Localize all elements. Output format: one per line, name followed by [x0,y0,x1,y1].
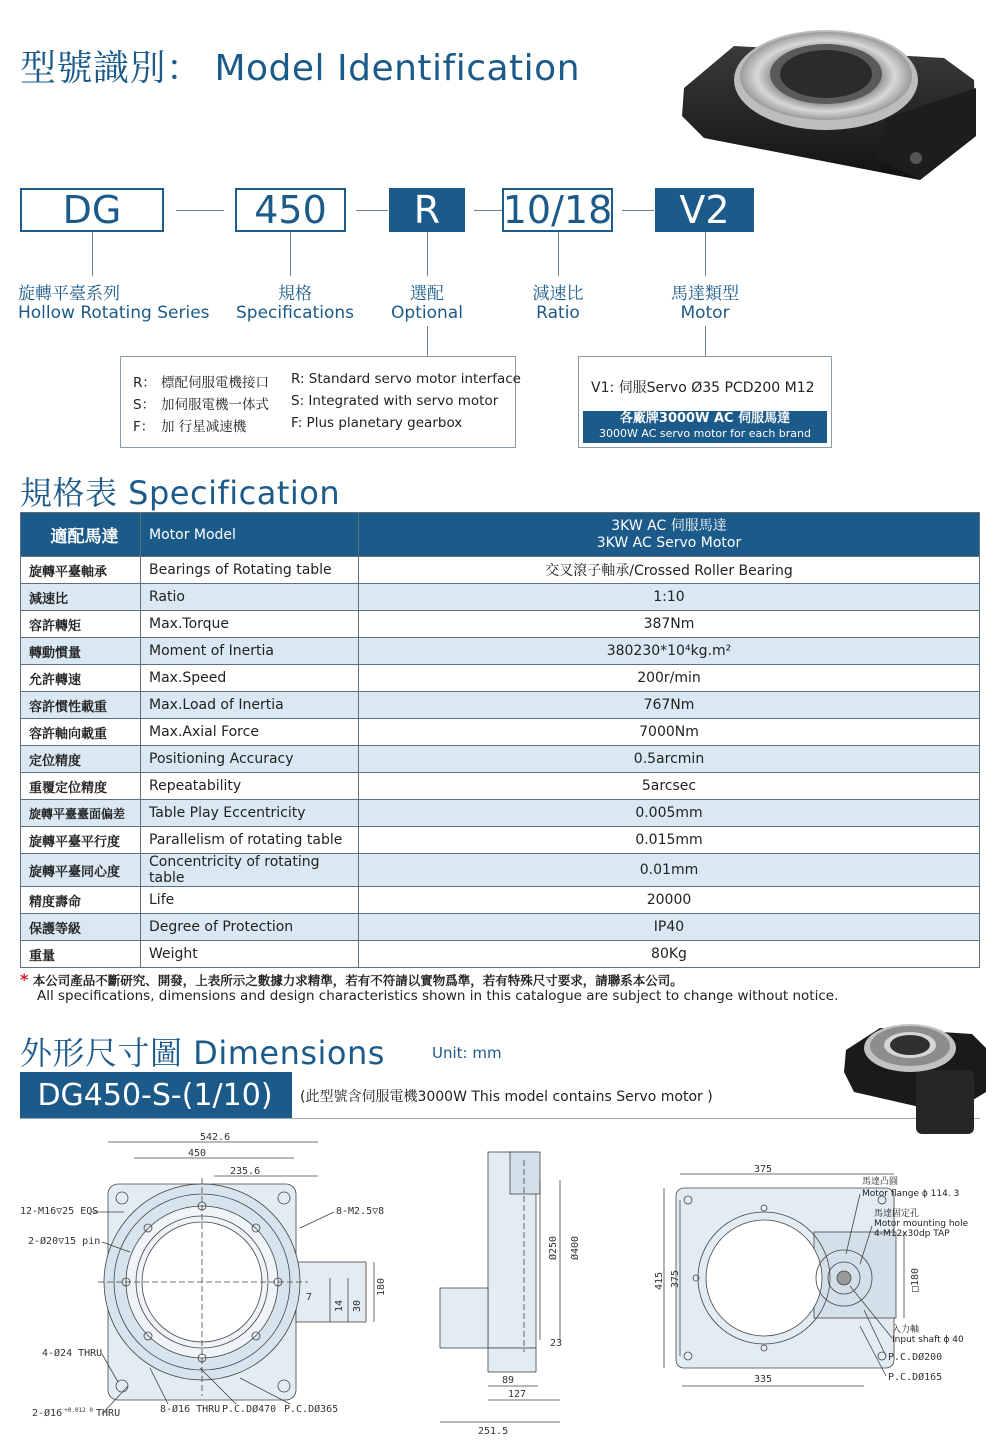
spec-row [21,584,980,611]
dim-front-t2: 2-Ø20▽15 pin [28,1236,101,1247]
spec-value: 380230*10⁴kg.m² [359,638,980,665]
label-series-cn: 旋轉平臺系列 [18,284,120,304]
motor-option-box [578,356,832,448]
spec-en: Repeatability [141,773,359,800]
rear-view-drawing [624,1160,994,1396]
code-dash [474,210,502,211]
unit-label: Unit: mm [432,1044,502,1062]
spec-value: 0.5arcmin [359,746,980,773]
code-spec: 450 [254,188,327,232]
spec-row [21,887,980,914]
option-en: R: Standard servo motor interface [291,371,521,387]
motor-option: V1: 伺服Servo Ø35 PCD200 M12 [591,380,815,396]
dim-front-b2-thru: THRU [96,1408,121,1419]
spec-header-value [359,513,980,557]
spec-cn: 重覆定位精度 [21,773,141,800]
option-cn: 加伺服電機一体式 [161,397,269,413]
spec-en: Max.Torque [141,611,359,638]
spec-cn: 定位精度 [21,746,141,773]
label-spec-cn: 規格 [278,284,312,304]
motor-table-image [840,1014,990,1136]
dim-rear-pcd2: P.C.DØ165 [888,1372,943,1383]
spec-row [21,692,980,719]
callout-shaft-cn: 入力軸 [892,1325,920,1335]
callout-flange-en: Motor flange ϕ 114. 3 [862,1189,960,1199]
code-ratio-box [502,188,613,232]
motor-note [583,411,827,443]
spec-header-value-en: 3KW AC Servo Motor [596,534,742,551]
label-ratio-cn: 減速比 [532,284,584,304]
option-code: S： [133,397,156,413]
spec-cn: 減速比 [21,584,141,611]
dim-front-t3: 8-M2.5▽8 [336,1206,385,1217]
spec-row [21,827,980,854]
spec-en: Table Play Eccentricity [141,800,359,827]
option-list [120,356,521,448]
spec-value: 767Nm [359,692,980,719]
spec-row [21,773,980,800]
spec-value: 0.01mm [359,854,980,887]
option-code: F： [133,419,155,435]
spec-value: 387Nm [359,611,980,638]
dimensions-title: 外形尺寸圖 Dimensions [20,1034,385,1072]
spec-value: 7000Nm [359,719,980,746]
spec-row [21,941,980,968]
spec-en: Degree of Protection [141,914,359,941]
dimension-model-label: DG450-S-(1/10) [20,1072,290,1118]
code-option-box [389,188,465,232]
spec-row [21,800,980,827]
code-motor-box [655,188,754,232]
dim-front-d3: 235.6 [230,1166,261,1177]
code-dash [622,210,654,211]
spec-row [21,665,980,692]
dim-front-v4: 180 [376,1277,387,1296]
spec-value: 20000 [359,887,980,914]
dim-side-w1: 89 [502,1375,515,1386]
spec-cn: 容許慣性載重 [21,692,141,719]
option-en: S: Integrated with servo motor [291,393,499,409]
spec-cn: 允許轉速 [21,665,141,692]
model-id-title: 型號識別： Model Identification [20,48,581,89]
spec-row [21,854,980,887]
spec-title: 規格表 Specification [20,474,341,512]
spec-en: Weight [141,941,359,968]
option-cn: 加 行星减速機 [161,419,247,435]
spec-value: 80Kg [359,941,980,968]
code-option: R [413,188,441,232]
dim-front-v1: 7 [306,1292,313,1303]
spec-row [21,611,980,638]
spec-value: 0.005mm [359,800,980,827]
code-motor: V2 [679,188,730,232]
spec-en: Max.Axial Force [141,719,359,746]
spec-row [21,638,980,665]
code-series-box [20,188,164,232]
dim-rear-bottom: 335 [754,1374,773,1385]
label-option-cn: 選配 [410,284,444,304]
dim-front-b4: P.C.DØ470 [222,1404,277,1415]
connector [290,232,291,276]
dim-front-v3: 30 [352,1299,363,1312]
spec-en: Parallelism of rotating table [141,827,359,854]
motor-note-en: 3000W AC servo motor for each brand [599,427,811,440]
spec-value: IP40 [359,914,980,941]
label-spec-en: Specifications [235,303,354,323]
callout-flange-cn: 馬達凸圓 [862,1177,899,1187]
dim-front-b5: P.C.DØ365 [284,1404,339,1415]
spec-en: Max.Load of Inertia [141,692,359,719]
connector [427,326,428,356]
spec-en: Moment of Inertia [141,638,359,665]
section-rule [20,1118,980,1119]
spec-cn: 旋轉平臺軸承 [21,557,141,584]
spec-row [21,557,980,584]
connector [705,232,706,276]
code-ratio: 10/18 [502,188,613,232]
spec-en: Bearings of Rotating table [141,557,359,584]
callout-mount-cn: 馬達固定孔 [874,1209,920,1219]
code-series: DG [62,188,122,232]
option-cn: 標配伺服電機接口 [161,375,269,391]
connector [427,232,428,276]
dimension-model-note: (此型號含伺服電機3000W This model contains Servo motor ) [300,1089,713,1105]
spec-cn: 重量 [21,941,141,968]
spec-value: 200r/min [359,665,980,692]
spec-note-en: All specifications, dimensions and design characteristics shown in this catalogue are subject to change without notice. [37,988,839,1004]
dim-rear-sq: □180 [910,1267,921,1292]
label-option-en: Optional [391,303,463,323]
spec-en: Life [141,887,359,914]
label-series-en: Hollow Rotating Series [18,303,210,323]
spec-cn: 精度壽命 [21,887,141,914]
motor-note-cn: 各廠牌3000W AC 伺服馬達 [619,411,791,426]
spec-header-cn: 適配馬達 [21,513,141,557]
spec-row [21,719,980,746]
connector [705,326,706,356]
spec-en: Concentricity of rotating table [141,854,359,887]
option-code: R： [133,375,156,391]
dim-rear-top: 375 [754,1164,773,1175]
spec-value: 1:10 [359,584,980,611]
spec-row [21,914,980,941]
dim-side-v2: Ø400 [570,1235,581,1260]
label-motor-en: Motor [680,303,730,323]
spec-en: Positioning Accuracy [141,746,359,773]
spec-value: 交叉滾子軸承/Crossed Roller Bearing [359,557,980,584]
dim-front-b2-value: 2-Ø16 [32,1408,63,1419]
front-view-drawing [18,1128,410,1434]
spec-en: Ratio [141,584,359,611]
code-dash [356,210,388,211]
connector [92,232,93,276]
dim-side-v1: Ø250 [548,1235,559,1260]
code-spec-box [235,188,346,232]
spec-table [20,512,980,968]
spec-value: 5arcsec [359,773,980,800]
dim-front-b3: 8-Ø16 THRU [160,1404,221,1415]
spec-header-en: Motor Model [141,513,359,557]
spec-note-cn [20,970,683,989]
spec-cn: 保護等級 [21,914,141,941]
dim-front-d2: 450 [188,1148,207,1159]
callout-mount-en1: Motor mounting hole [874,1219,969,1229]
spec-cn: 容許軸向載重 [21,719,141,746]
note-mark: * [20,970,29,989]
spec-en: Max.Speed [141,665,359,692]
dim-rear-left1: 415 [654,1271,665,1290]
dim-rear-pcd1: P.C.DØ200 [888,1352,943,1363]
spec-header-value-cn: 3KW AC 伺服馬達 [611,517,727,534]
dim-front-b1: 4-Ø24 THRU [42,1348,103,1359]
dim-side-w2: 127 [508,1389,527,1400]
spec-header-row [21,513,980,557]
option-en: F: Plus planetary gearbox [291,415,463,431]
model-divider [290,1072,292,1118]
spec-cn: 旋轉平臺平行度 [21,827,141,854]
dim-side-h1: 23 [550,1338,563,1349]
dim-front-b2-tol: +0.012 0 [64,1407,94,1414]
note-cn-text: 本公司產品不斷研究、開發，上表所示之數據力求精準，若有不符請以實物爲準，若有特殊尺寸要求，請聯系本公司。 [32,973,683,988]
spec-cn: 轉動慣量 [21,638,141,665]
spec-cn: 旋轉平臺臺面偏差 [21,800,141,827]
label-ratio-en: Ratio [536,303,580,323]
spec-value: 0.015mm [359,827,980,854]
dim-front-t1: 12-M16▽25 EQS [20,1206,99,1217]
callout-shaft-en: Input shaft ϕ 40 [892,1335,964,1345]
dim-side-w3: 251.5 [478,1426,509,1436]
dim-front-d1: 542.6 [200,1132,231,1143]
dim-front-v2: 14 [334,1299,345,1312]
callout-mount-en2: 4-M12x30dp TAP [874,1229,950,1239]
dim-rear-left2: 375 [670,1269,681,1288]
spec-cn: 容許轉矩 [21,611,141,638]
rotating-table-image [676,18,980,183]
connector [558,232,559,276]
spec-row [21,746,980,773]
side-view-drawing [430,1140,600,1436]
label-motor-cn: 馬達類型 [671,284,739,304]
dim-front-b2 [32,1407,120,1419]
code-dash [176,210,224,211]
spec-cn: 旋轉平臺同心度 [21,854,141,887]
